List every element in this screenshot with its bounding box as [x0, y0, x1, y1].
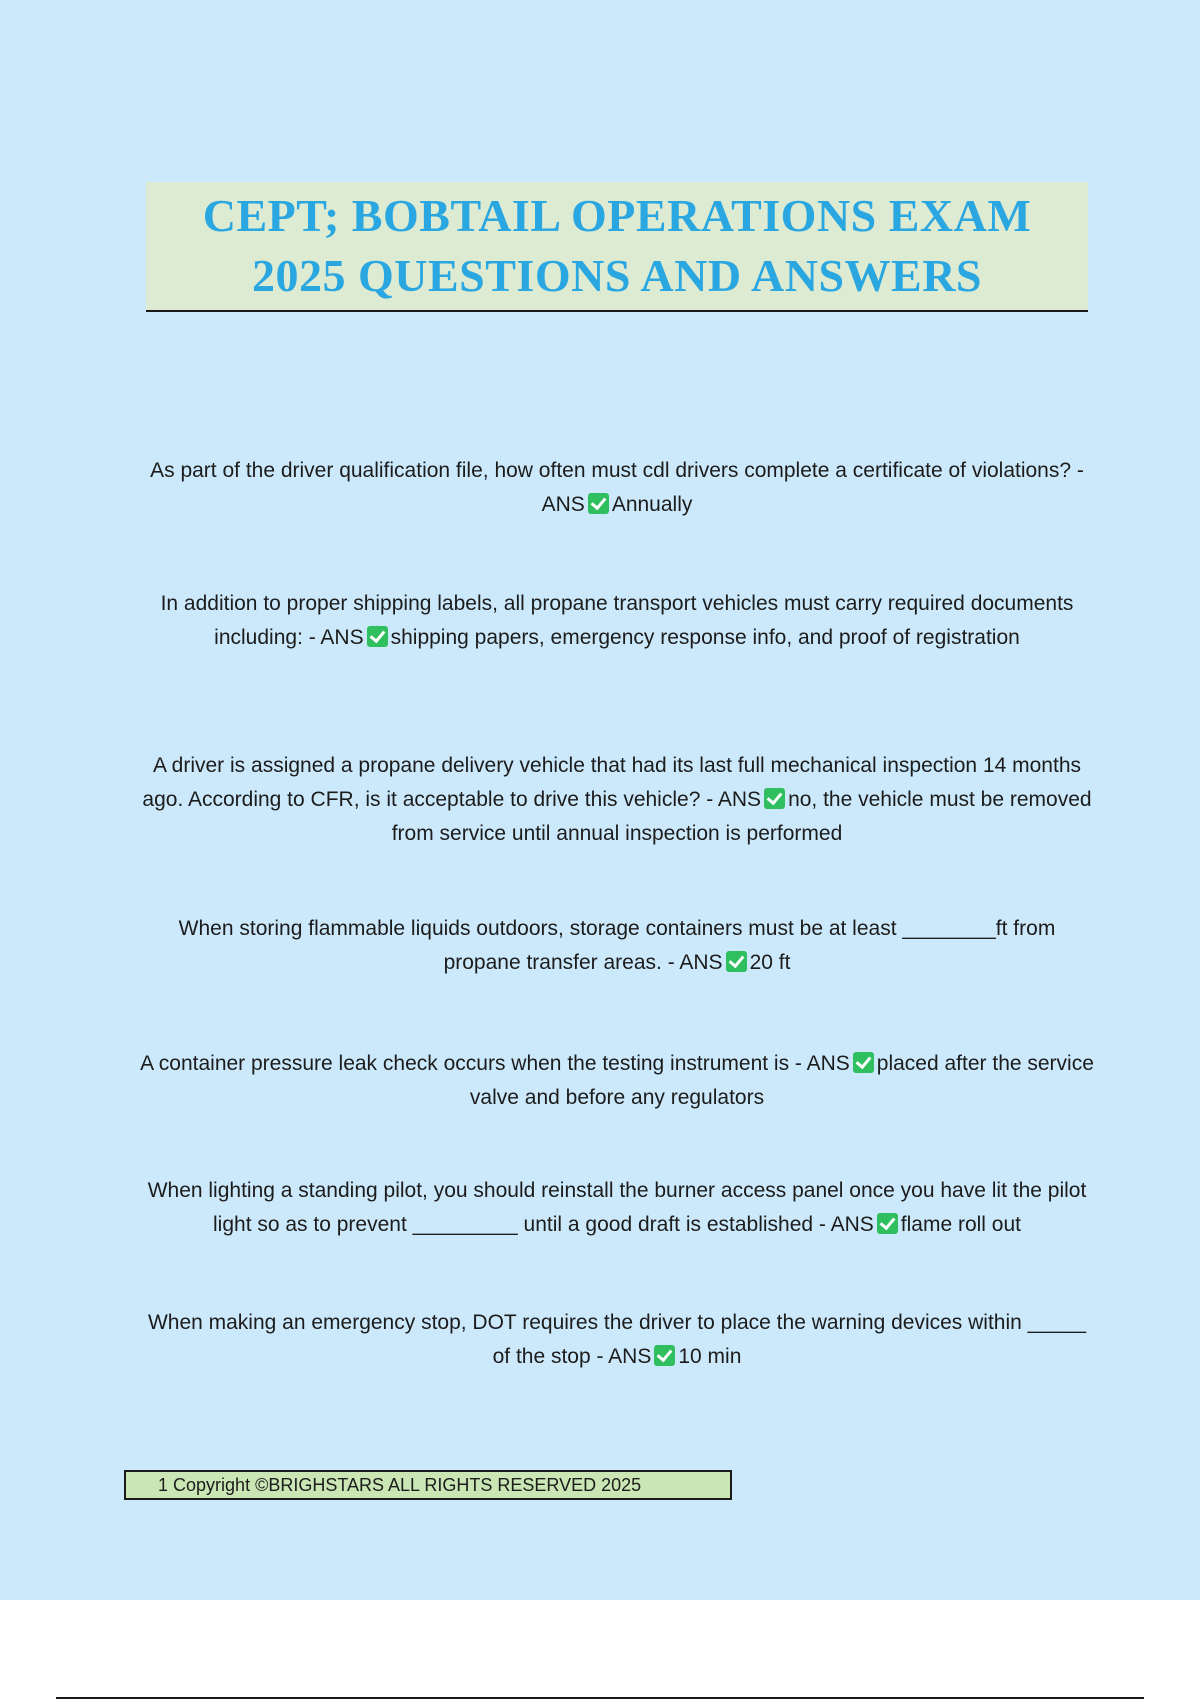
answer-marker: ANS: [541, 493, 585, 516]
check-mark-icon: [654, 1345, 675, 1366]
check-mark-icon: [764, 788, 785, 809]
check-mark-icon: [726, 951, 747, 972]
title-line-2: 2025 QUESTIONS AND ANSWERS: [251, 250, 983, 301]
answer-text: no, the vehicle must be removed from service until annual inspection is performed: [391, 788, 1092, 845]
copyright-footer: [124, 1470, 732, 1500]
check-mark-icon: [877, 1213, 898, 1234]
answer-text: flame roll out: [900, 1213, 1021, 1236]
answer-text: 10 min: [678, 1345, 742, 1368]
question-text: When making an emergency stop, DOT requires the driver to place the warning devices within _____ of the stop -: [147, 1311, 1087, 1368]
check-mark-icon: [588, 493, 609, 514]
qa-item-6: [140, 1174, 1094, 1242]
question-text: A container pressure leak check occurs when the testing instrument is -: [140, 1052, 807, 1075]
qa-item-7: [140, 1306, 1094, 1374]
answer-marker: ANS: [320, 626, 364, 649]
question-text: As part of the driver qualification file, how often must cdl drivers complete a certificate of violations? -: [150, 459, 1084, 482]
copyright-text: Copyright ©BRIGHSTARS ALL RIGHTS RESERVED 2025: [173, 1475, 642, 1495]
answer-text: Annually: [611, 493, 693, 516]
check-mark-icon: [853, 1052, 874, 1073]
qa-item-4: [140, 912, 1094, 980]
answer-marker: ANS: [830, 1213, 874, 1236]
question-text: A driver is assigned a propane delivery vehicle that had its last full mechanical inspection 14 months ago. According to CFR, is it acceptable to drive this vehicle? -: [142, 754, 1081, 811]
page-number: 1: [158, 1475, 169, 1495]
answer-marker: ANS: [679, 951, 723, 974]
qa-item-2: [140, 587, 1094, 655]
check-mark-icon: [367, 626, 388, 647]
title-line-1: CEPT; BOBTAIL OPERATIONS EXAM: [202, 190, 1032, 241]
answer-marker: ANS: [608, 1345, 652, 1368]
qa-item-5: [140, 1047, 1094, 1115]
answer-text: 20 ft: [749, 951, 791, 974]
question-text: When lighting a standing pilot, you should reinstall the burner access panel once you have lit the pilot light so as to prevent _________ until a good draft is established -: [147, 1179, 1087, 1236]
question-text: In addition to proper shipping labels, all propane transport vehicles must carry required documents including: -: [160, 592, 1074, 649]
answer-marker: ANS: [806, 1052, 850, 1075]
qa-item-3: [140, 749, 1094, 851]
answer-text: placed after the service valve and before any regulators: [469, 1052, 1094, 1109]
qa-item-1: [140, 454, 1094, 522]
answer-marker: ANS: [717, 788, 762, 811]
document-title: [146, 182, 1088, 312]
bottom-divider: [56, 1697, 1144, 1699]
answer-text: shipping papers, emergency response info, and proof of registration: [390, 626, 1020, 649]
question-text: When storing flammable liquids outdoors, storage containers must be at least ________ft from propane transfer areas. -: [178, 917, 1056, 974]
